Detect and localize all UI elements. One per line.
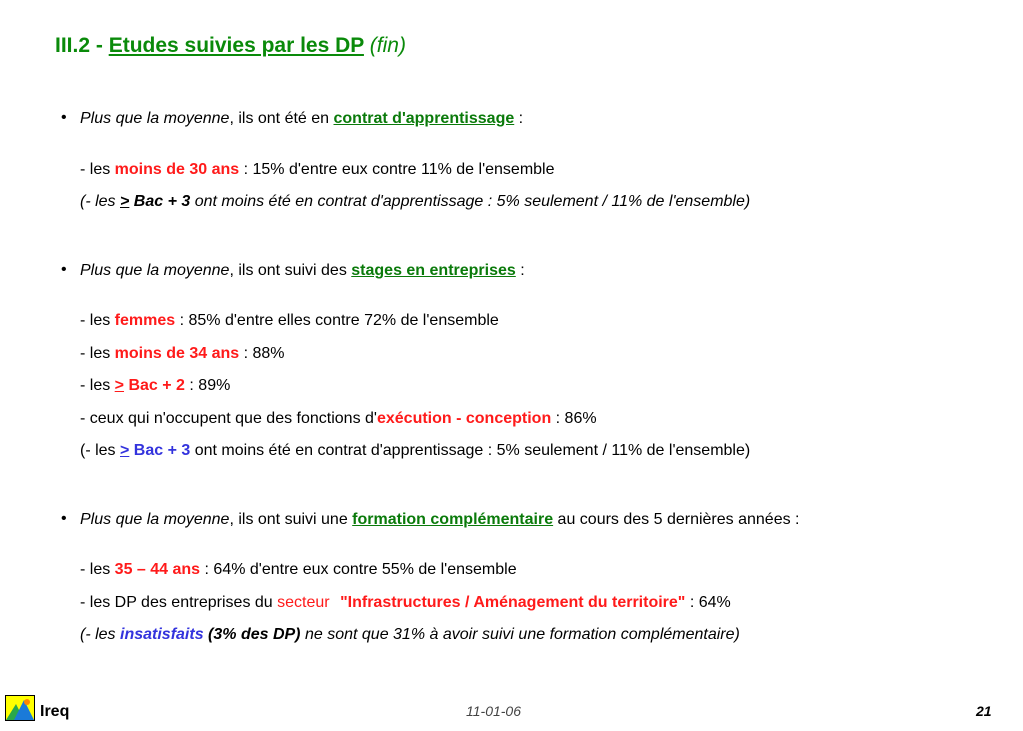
detail-line [80, 441, 750, 461]
detail-line [80, 560, 517, 580]
title-suffix: (fin) [369, 34, 406, 57]
detail-text: ont moins été en contrat d'apprentissage : 5% seulement / 11% de l'ensemble) [190, 442, 751, 459]
detail-highlight: 35 – 44 ans [114, 561, 201, 578]
ireq-logo-icon [5, 695, 35, 721]
bullet-tail: au cours des 5 dernières années : [553, 511, 800, 528]
detail-highlight: exécution - conception [376, 410, 552, 427]
bullet-3 [80, 510, 799, 530]
detail-text: - les [80, 312, 115, 329]
detail-line [80, 593, 731, 613]
detail-text: - les [80, 377, 115, 394]
detail-text: ne sont que 31% à avoir suivi une formation complémentaire) [300, 626, 740, 643]
detail-highlight: femmes [114, 312, 176, 329]
detail-highlight: Bac + 3 [129, 193, 191, 210]
detail-highlight: "Infrastructures / Aménagement du territoire" [340, 594, 686, 611]
bullet-text: , ils ont suivi des [229, 262, 352, 279]
bullet-tail: : [514, 110, 524, 127]
detail-text: : 89% [184, 377, 231, 394]
detail-text: ont moins été en contrat d'apprentissage : 5% seulement / 11% de l'ensemble) [190, 193, 751, 210]
detail-text: - les [80, 345, 115, 362]
detail-line [80, 311, 499, 331]
detail-highlight: moins de 34 ans [114, 345, 240, 362]
detail-text: : 88% [239, 345, 285, 362]
detail-line [80, 376, 230, 396]
detail-highlight: moins de 30 ans [114, 161, 240, 178]
detail-text: : 85% d'entre elles contre 72% de l'ensemble [175, 312, 499, 329]
detail-highlight: insatisfaits [120, 626, 204, 643]
bullet-keyword: stages en entreprises [351, 262, 516, 279]
detail-line [80, 160, 555, 180]
page-number: 21 [976, 703, 992, 719]
detail-text: : 64% [685, 594, 731, 611]
bullet-lead: Plus que la moyenne [80, 262, 230, 279]
title-main: Etudes suivies par les DP [108, 34, 364, 57]
detail-gt: > [120, 193, 130, 210]
detail-bold: (3% des DP) [203, 626, 301, 643]
detail-text: : 15% d'entre eux contre 11% de l'ensemble [239, 161, 555, 178]
bullet-dot: • [61, 109, 67, 126]
bullet-keyword: formation complémentaire [352, 511, 554, 528]
bullet-1 [80, 109, 523, 129]
bullet-tail: : [515, 262, 525, 279]
bullet-lead: Plus que la moyenne [80, 110, 230, 127]
bullet-dot: • [61, 510, 67, 527]
detail-line [80, 344, 285, 364]
detail-highlight: Bac + 3 [129, 442, 191, 459]
detail-text: : 86% [551, 410, 597, 427]
detail-text: (- les [80, 193, 120, 210]
detail-line [80, 409, 597, 429]
detail-gt: > [114, 377, 125, 394]
detail-text: (- les [80, 442, 120, 459]
detail-highlight: Bac + 2 [124, 377, 185, 394]
footer-date: 11-01-06 [466, 703, 522, 719]
detail-text: - ceux qui n'occupent que des fonctions d' [80, 410, 377, 427]
detail-text: : 64% d'entre eux contre 55% de l'ensemble [200, 561, 517, 578]
detail-line [80, 625, 740, 645]
detail-text: (- les [80, 626, 120, 643]
bullet-dot: • [61, 261, 67, 278]
bullet-2 [80, 261, 525, 281]
detail-line [80, 192, 750, 212]
title-prefix: III.2 - [55, 34, 109, 57]
footer-brand: Ireq [40, 703, 70, 720]
bullet-keyword: contrat d'apprentissage [333, 110, 515, 127]
page-title [55, 34, 406, 58]
bullet-lead: Plus que la moyenne [80, 511, 230, 528]
detail-gt: > [120, 442, 130, 459]
detail-text: - les [80, 161, 115, 178]
bullet-text: , ils ont suivi une [229, 511, 353, 528]
detail-text: - les DP des entreprises du [80, 594, 278, 611]
detail-sector: secteur [277, 594, 330, 611]
bullet-text: , ils ont été en [229, 110, 334, 127]
detail-text: - les [80, 561, 115, 578]
